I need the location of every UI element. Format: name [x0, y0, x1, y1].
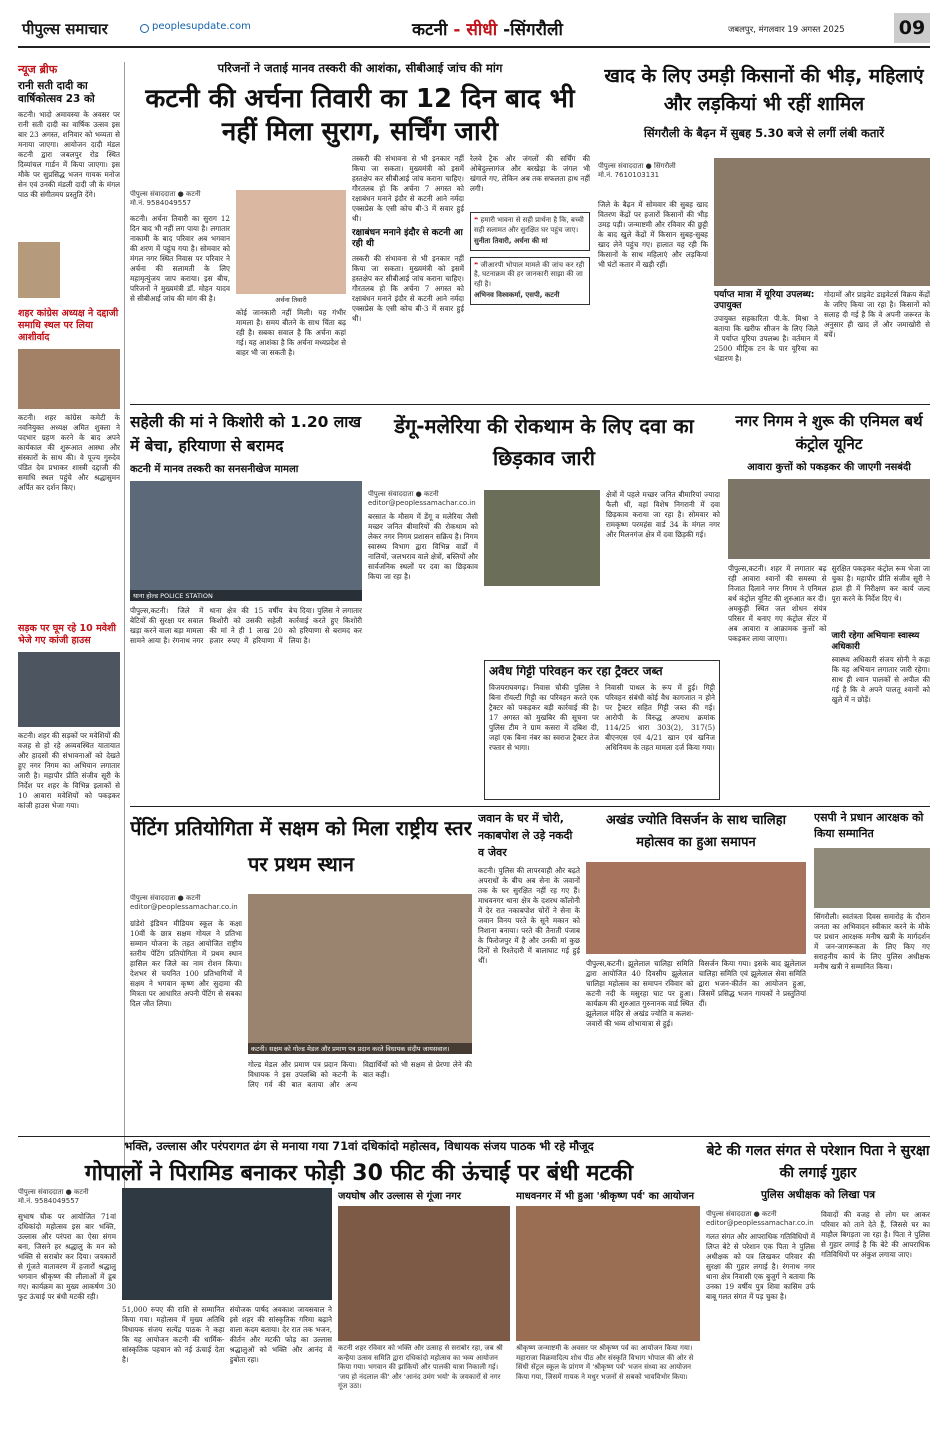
chori-body: कटनी। पुलिस की लापरवाही और बढ़ते अपराधों के बीच अब सेना के जवानों तक के घर सुरक्षित नहीं रह गए हैं। माधवनगर थाना क्षेत्र के दशरथ कॉलोनी में देर रात नकाबपोश चोरों ने सेना के जवान विनय परते के सूने मकान को निशाना बनाया। परते की तैनाती पंजाब के फिरोजपुर में है और उनकी मां कुछ दिनों से रिश्तेदारी में बालाघाट गई हुई थीं।: [478, 866, 580, 965]
akhand-right-body: विसर्जन किया गया। इसके बाद झूलेलाल चालिहा समिति एवं झूलेलाल सेवा समिति द्वारा भजन-कीर्तन का आयोजन हुआ, जिसमें प्रसिद्ध भजन गायकों ने प्रस्तुतियां दीं।: [698, 959, 806, 1008]
section-rule: [18, 1136, 930, 1137]
gopal-col2: 51,000 रुपए की राशि से सम्मानित किया गया। महोत्सव में मुख्य अतिथि विधायक संजय सत्येंद्र पाठक ने कहा कि यह आयोजन कटनी की धार्मिक-सांस्कृतिक पहचान को नई ऊंचाई देता है।: [122, 1305, 225, 1364]
khad-byline: पीपुल्स संवाददाता ● सिंगरौली: [598, 162, 676, 170]
masthead-rule: [18, 46, 930, 48]
tractor-headline: अवैध गिट्टी परिवहन कर रहा ट्रैक्टर जब्त: [489, 665, 663, 678]
bete-subhead: पुलिस अधीक्षक को लिखा पत्र: [760, 1189, 875, 1201]
gopal-headline: गोपालों ने पिरामिड बनाकर फोड़ी 30 फीट की ऊंचाई पर बंधी मटकी: [84, 1161, 634, 1187]
masthead-logo: पीपुल्स समाचार: [22, 20, 108, 38]
archana-col1: कटनी। अर्चना तिवारी का सुराग 12 दिन बाद भी नहीं लग पाया है। लगातार नाकामी के बाद परिवार अब भगवान की शरण में पहुंच गया है। सोमवार को मंगल नगर स्थित निवास पर परिवार ने अर्चना की सलामती के लिए महामृत्युंजय जाप कराया। इस बीच, परिजनों ने मुख्यमंत्री डॉ. मोहन यादव से सीबीआई जांच की मांग की है।: [130, 214, 230, 303]
brief-person-photo: [18, 242, 60, 298]
tractor-story: [484, 660, 720, 800]
bete-body: गलत संगत और आपराधिक गतिविधियों में लिप्त बेटे से परेशान एक पिता ने पुलिस अधीक्षक को पत्र लिखकर परिवार की सुरक्षा की गुहार लगाई है। रंगनाथ नगर थाना क्षेत्र निवासी एक बुजुर्ग ने बताया कि उनका 19 वर्षीय पुत्र शिवा कासिम उर्फ बाबू गलत संगत में पड़ चुका है।: [706, 1232, 815, 1301]
saheli-body: पीपुल्स,कटनी। जिले में बेटियों की सुरक्षा पर सवाल खड़ा करने वाला बड़ा मामला सामने आया है। रंगनाथ नगर थाना क्षेत्र की 15 वर्षीय किशोरी को उसकी सहेली की मां ने ही 1 लाख 20 हजार रुपए में हरियाणा में बेच दिया। पुलिस ने लगातार कार्रवाई करते हुए किशोरी को हरियाणा से बरामद कर लिया है।: [130, 606, 362, 645]
saheli-headline: सहेली की मां ने किशोरी को 1.20 लाख में बेचा, हरियाणा से बरामद: [130, 413, 362, 455]
painting-email[interactable]: editor@peoplessamachar.co.in: [130, 903, 238, 911]
brief-cattle-photo: [18, 652, 120, 727]
archana-byline: पीपुल्स संवाददाता ● कटनी: [130, 190, 201, 198]
animal-sub2-body: स्वास्थ्य अधिकारी संजय सोनी ने कहा कि यह अभियान लगातार जारी रहेगा। साथ ही श्वान पालकों से अपील की गई है कि वे अपने पालतू श्वानों को खुले में न छोड़ें।: [831, 655, 930, 704]
painting-byline: पीपुल्स संवाददाता ● कटनी: [130, 894, 201, 902]
brief-item3-body: कटनी। शहर की सड़कों पर मवेशियों की वजह से हो रहे अव्यवस्थित यातायात और हादसों की संभावनाओं को देखते हुए नगर निगम का अभियान लगातार जारी है। महापौर प्रीति संजीव सूरी के निर्देश पर शहर के विभिन्न इलाकों से 10 आवारा मवेशियों को पकड़कर कांजी हाउस भेजा गया।: [18, 731, 120, 810]
archana-story: [130, 62, 590, 400]
bete-byline: पीपुल्स संवाददाता ● कटनी: [706, 1210, 777, 1218]
quote-icon: ❝: [474, 216, 481, 224]
page-number: 09: [894, 13, 930, 43]
dengue-spray-photo: [484, 490, 600, 586]
gopal-pyramid-photo: [122, 1188, 332, 1300]
akhand-procession-photo: [586, 862, 806, 954]
brief-item2-title: शहर कांग्रेस अध्यक्ष ने दद्दाजी समाधि स्थल पर लिया आशीर्वाद: [18, 308, 119, 343]
dengue-email[interactable]: editor@peoplessamachar.co.in: [368, 499, 476, 507]
bete-headline: बेटे की गलत संगत से परेशान पिता ने सुरक्षा की लगाई गुहार: [706, 1143, 930, 1181]
gopal-right-caption: श्रीकृष्ण जन्माष्टमी के अवसर पर श्रीकृष्ण पर्व का आयोजन किया गया। महाराजा विक्रमादित्य शोध पीठ और संस्कृति विभाग भोपाल की ओर से सिंधी सेंट्रल स्कूल के प्रांगण में 'श्रीकृष्ण पर्व' भजन संध्या का आयोजन किया गया, जिसमें गायक ने मधुर भजनों से सबको भावविभोर किया।: [516, 1344, 694, 1381]
masthead: [0, 0, 945, 56]
section-rule: [130, 806, 930, 807]
quote2-author: अभिनव विश्वकर्मा, एसपी, कटनी: [474, 291, 560, 299]
painting-award-photo: [248, 894, 472, 1054]
sp-award-photo: [814, 848, 930, 908]
section-singrauli: सिंगरौली: [510, 20, 563, 40]
gopal-mobile: मो.नं. 9584049557: [18, 1197, 80, 1205]
masthead-url[interactable]: peoplesupdate.com: [152, 21, 251, 32]
akhand-story: [586, 810, 806, 1135]
bete-email[interactable]: editor@peoplessamachar.co.in: [706, 1219, 814, 1227]
gopal-mid-head: जयघोष और उल्लास से गूंजा नगर: [338, 1191, 462, 1202]
brief-item1-body: कटनी। भादो अमावस्या के अवसर पर रानी सती दादी का वार्षिक उत्सव इस बार 23 अगस्त, शनिवार को भव्यता से मनाया जाएगा। आयोजन दादी मंडल कटनी द्वारा जबलपुर रोड स्थित दिव्यांचल गार्डन में किया जाएगा। इस मौके पर सुप्रसिद्ध भजन गायक मनोज सेन एवं उनकी मंडली दादी जी के मंगल पाठ की संगीतमय प्रस्तुति देंगे।: [18, 110, 120, 199]
archana-kicker: परिजनों ने जताई मानव तस्करी की आशंका, सीबीआई जांच की मांग: [217, 62, 503, 75]
archana-headline: कटनी की अर्चना तिवारी का 12 दिन बाद भी नहीं मिला सुराग, सर्चिंग जारी: [145, 84, 575, 148]
gopal-mid-photo: [338, 1206, 510, 1341]
khad-story: [598, 62, 930, 400]
dengue-right-body: क्षेत्रों में पहले मच्छर जनित बीमारियां ज्यादा फैली थीं, वहां विशेष निगरानी में दवा छिड़काव कराया जा रहा है। सोमवार को रामकृष्ण परमहंस वार्ड 34 के मंगल नगर और मिलनगंज क्षेत्र में दवा छिड़की गई।: [606, 490, 720, 539]
chori-headline: जवान के घर में चोरी, नकाबपोश ले उड़े नकदी व जेवर: [478, 812, 573, 859]
painting-right-body: गोल्ड मेडल और प्रमाण पत्र प्रदान किया। विधायक ने इस उपलब्धि को कटनी के लिए गर्व की बात बताया और अन्य विद्यार्थियों को भी सक्षम से प्रेरणा लेने की बात कही।: [248, 1060, 472, 1089]
sp-headline: एसपी ने प्रधान आरक्षक को किया सम्मानित: [814, 811, 924, 840]
dengue-story: [368, 410, 720, 660]
archana-col2: कोई जानकारी नहीं मिली। यह गंभीर मामला है। समय बीतने के साथ चिंता बढ़ रही है। सबका सवाल है कि अर्चना कहां गई। यह आशंका है कि अर्चना मध्यप्रदेश से बाहर भी जा सकती है।: [236, 308, 346, 357]
archana-col3b: तस्करी की संभावना से भी इनकार नहीं किया जा सकता। मुख्यमंत्री को इसमें हस्तक्षेप कर सीबीआई जांच कराना चाहिए। गौरतलब हो कि अर्चना 7 अगस्त को रक्षाबंधन मनाने इंदौर से कटनी आने नर्मदा एक्सप्रेस के एसी कोच बी-3 में सवार हुई थी।: [352, 254, 464, 323]
animal-headline: नगर निगम ने शुरू की एनिमल बर्थ कंट्रोल यूनिट: [735, 412, 923, 453]
khad-headline: खाद के लिए उमड़ी किसानों की भीड़, महिलाएं और लड़कियां भी रहीं शामिल: [604, 65, 924, 115]
saheli-story: [130, 410, 362, 800]
police-station-caption: थाना होल्ड POLICE STATION: [130, 590, 362, 601]
animal-story: [728, 410, 930, 800]
khad-subhead: सिंगरौली के बैढ़न में सुबह 5.30 बजे से लगीं लंबी कतारें: [643, 126, 885, 140]
archana-quote2: ❝ जीआरपी भोपाल मामले की जांच कर रही है, घटनाक्रम की हर जानकारी साझा की जा रही है। अभिनव विश्वकर्मा, एसपी, कटनी: [470, 257, 590, 305]
tractor-body: विजयराघवगढ़। निवास चौकी पुलिस ने बिना रॉयल्टी गिट्टी का परिवहन करते एक ट्रैक्टर को पकड़कर बड़ी कार्रवाई की है। 17 अगस्त को मुखबिर की सूचना पर पुलिस टीम ने ग्राम कसरा में दबिश दी, जहां एक बिना नंबर का स्वराज ट्रैक्टर तेज रफ्तार से भागा।: [489, 682, 599, 752]
chori-story: [478, 810, 580, 1135]
archana-photo-caption: अर्चना तिवारी: [236, 294, 346, 305]
khad-right-body: गोदामों और प्राइवेट डाइवेटर्स विक्रय केंद्रों के जरिए किया जा रहा है। किसानों को सलाह दी गई है कि वे अपनी जरूरत के अनुसार ही खाद लें और जमाखोरी से बचें।: [824, 290, 930, 339]
bete-story: [706, 1140, 930, 1440]
painting-headline: पेंटिंग प्रतियोगिता में सक्षम को मिला राष्ट्रीय स्तर पर प्रथम स्थान: [130, 816, 472, 876]
khad-mobile: मो.नं. 7610103131: [598, 171, 660, 179]
khad-side-head: पर्याप्त मात्रा में यूरिया उपलब्ध: उपायुक्त: [714, 290, 815, 311]
dengue-headline: डेंगू-मलेरिया की रोकथाम के लिए दवा का छिड़काव जारी: [394, 414, 694, 470]
archana-mobile: मो.नं. 9584049557: [130, 199, 192, 207]
archana-col3: तस्करी की संभावना से भी इनकार नहीं किया जा सकता। मुख्यमंत्री को इसमें हस्तक्षेप कर सीबीआई जांच कराना चाहिए। गौरतलब हो कि अर्चना 7 अगस्त को रक्षाबंधन मनाने इंदौर से कटनी आने नर्मदा एक्सप्रेस के एसी कोच बी-3 में सवार हुई थी।: [352, 154, 464, 223]
gopal-right-head: माधवनगर में भी हुआ 'श्रीकृष्ण पर्व' का आयोजन: [516, 1191, 695, 1202]
section-sidhi: सीधी: [466, 20, 498, 40]
dateline: जबलपुर, मंगलवार 19 अगस्त 2025: [728, 25, 845, 35]
brief-item1-title: रानी सती दादी का वार्षिकोत्सव 23 को: [18, 80, 95, 105]
tractor-body2: निवासी पाथल के रूप में हुई। गिट्टी परिवहन संबंधी कोई वैध कागजात न होने पर ट्रैक्टर सहित गिट्टी जब्त की गई। आरोपी के विरुद्ध अपराध क्रमांक 114/25 धारा 303(2), 317(5) बीएनएस एवं 4/21 खान एवं खनिज अधिनियम के तहत मामला दर्ज किया गया।: [605, 682, 715, 752]
sp-story: [814, 810, 930, 1135]
gopal-col1: सुभाष चौक पर आयोजित 71वां दधिकांदो महोत्सव इस बार भक्ति, उल्लास और परंपरा का ऐसा संगम बना, जिसने हर श्रद्धालु के मन को भक्ति से सराबोर कर दिया। जयकारों से गूंजते वातावरण में हजारों श्रद्धालु भगवान श्रीकृष्ण की लीलाओं में डूब गए। कार्यक्रम का मुख्य आकर्षण 30 फुट ऊंचाई पर बंधी मटकी रही।: [18, 1212, 116, 1301]
quote1-author: सुनीता तिवारी, अर्चना की मां: [474, 237, 548, 245]
dengue-body: बरसात के मौसम में डेंगू व मलेरिया जैसी मच्छर जनित बीमारियों की रोकथाम को लेकर नगर निगम प्रशासन सक्रिय है। निगम स्वास्थ्य विभाग द्वारा विभिन्न वार्डों में नालियों, जलभराव वाले क्षेत्रों, बस्तियों और सार्वजनिक स्थलों पर दवा का छिड़काव किया जा रहा है।: [368, 512, 478, 581]
globe-icon: [140, 24, 149, 33]
khad-side-body: उपायुक्त सहकारिता पी.के. मिश्रा ने बताया कि खरीफ सीजन के लिए जिले में पर्याप्त यूरिया उपलब्ध है। वर्तमान में 2500 मीट्रिक टन के पार यूरिया का भंडारण है।: [714, 314, 818, 363]
animal-sub2: जारी रहेगा अभियानः स्वास्थ्य अधिकारी: [831, 631, 920, 652]
saheli-subhead: कटनी में मानव तस्करी का सनसनीखेज मामला: [130, 464, 299, 475]
painting-body: ग्रांडेरो इंडियन मीडियम स्कूल के कक्षा 10वीं के छात्र सक्षम गोयल ने प्रतिभा सम्मान योजना के तहत आयोजित राष्ट्रीय स्तरीय पेंटिंग प्रतियोगिता में प्रथम स्थान हासिल कर जिले का नाम रोशन किया। देशभर से चयनित 100 प्रतिभागियों में सक्षम ने भगवान कृष्ण और सुदामा की मित्रता पर आधारित अपनी पेंटिंग से सबका दिल जीत लिया।: [130, 919, 242, 1008]
gopal-story: [18, 1140, 700, 1440]
gopal-mid-caption: कटनी शहर रविवार को भक्ति और उत्साह से सराबोर रहा, जब श्री कन्हैया उत्सव समिति द्वारा दधिकांदो महोत्सव का भव्य आयोजन किया गया। भगवान की झांकियों और पालकी यात्रा निकाली गई। 'जय हो नंदलाल की' और 'आनंद उमंग भयो' के जयकारों से नगर गूंज उठा।: [338, 1344, 503, 1390]
akhand-headline: अखंड ज्योति विसर्जन के साथ चालिहा महोत्सव का हुआ समापन: [605, 813, 787, 850]
brief-meeting-photo: [18, 349, 120, 409]
gopal-kicker: भक्ति, उल्लास और परंपरागत ढंग से मनाया गया 71वां दधिकांदो महोत्सव, विधायक संजय पाठक भी रहे मौजूद: [124, 1140, 594, 1153]
bete-right-body: विवादों की वजह से लोग घर आकर परिवार को ताने देते हैं, जिससे घर का माहौल बिगड़ता जा रहा है। पिता ने पुलिस से गुहार लगाई है कि बेटे की आपराधिक गतिविधियों पर अंकुश लगाया जाए।: [821, 1210, 930, 1259]
animal-unit-photo: [728, 479, 930, 559]
dengue-byline: पीपुल्स संवाददाता ● कटनी: [368, 490, 439, 498]
masthead-section: कटनी - सीधी -सिंगरौली: [412, 20, 563, 40]
sp-body: सिंगरौली। स्वतंत्रता दिवस समारोह के दौरान जनता का अभिवादन स्वीकार करने के मौके पर प्रधान आरक्षक मनीष खत्री के मार्गदर्शन में जन-जागरूकता के लिए किए गए सराहनीय कार्य के लिए पुलिस अधीक्षक मनीष खत्री ने सम्मानित किया।: [814, 912, 930, 971]
section-katni: कटनी: [412, 20, 448, 40]
archana-subhead: रक्षाबंधन मनाने इंदौर से कटनी आ रही थी: [352, 228, 463, 249]
news-brief-column: [18, 62, 120, 1202]
archana-quote1: ❝ हमारी भावना से सही प्रार्थना है कि, बच्ची सही सलामत और सुरक्षित घर पहुंच जाए। सुनीता तिवारी, अर्चना की मां: [470, 212, 590, 251]
archana-photo: [236, 190, 346, 305]
quote-icon: ❝: [474, 260, 481, 269]
news-brief-label: न्यूज ब्रीफ: [18, 63, 58, 76]
khad-crowd-photo: [714, 158, 930, 286]
gopal-col2b: संयोजक पार्षद अवकाश जायसवाल ने इसे शहर की सांस्कृतिक गरिमा बढ़ाने वाला कदम बताया। देर रात तक भजन, कीर्तन और मटकी फोड़ का उल्लास श्रद्धालुओं को भक्ति और आनंद में डुबोता रहा।: [229, 1305, 332, 1364]
section-rule: [130, 404, 930, 405]
police-station-photo: [130, 481, 362, 601]
animal-right-body: सुरक्षित पकड़कर कंट्रोल रूम भेजा जा चुका है। महापौर प्रीति संजीव सूरी ने हाल ही में निरीक्षण कर कार्य जल्द पूरा करने के निर्देश दिए थे।: [831, 564, 930, 603]
brief-item3-title: सड़क पर घूम रहे 10 मवेशी भेजे गए कांजी हाउस: [18, 623, 116, 646]
column-divider: [124, 62, 125, 1202]
painting-photo-caption: कटनी। सक्षम को गोल्ड मेडल और प्रमाण पत्र प्रदान करते विधायक संदीप जायसवाल।: [248, 1043, 472, 1054]
khad-body: जिले के बैढ़न में सोमवार की सुबह खाद वितरण केंद्रों पर हजारों किसानों की भीड़ उमड़ पड़ी। जन्माष्टमी और रविवार की छुट्टी के बाद खुले केंद्रों में किसान सुबह-सुबह खाद लेने पहुंच गए। हालात यह रही कि किसानों के साथ महिलाएं और लड़कियां भी घंटों कतार में खड़ी रहीं।: [598, 200, 708, 269]
animal-body: पीपुल्स,कटनी। शहर में लगातार बढ़ रही आवारा श्वानों की समस्या से निजात दिलाने नगर निगम ने एनिमल बर्थ कंट्रोल यूनिट की शुरुआत कर दी। अमकुही स्थित जल शोधन संयंत्र परिसर में बनाए गए कंट्रोल सेंटर में अब आवारा व आक्रामक कुत्तों को पकड़कर लाया जाएगा।: [728, 564, 827, 643]
gopal-byline: पीपुल्स संवाददाता ● कटनी: [18, 1188, 89, 1196]
archana-col4: रेलवे ट्रैक और जंगलों की सर्चिंग की ओबेदुल्लागंज और बरखेड़ा के जंगल भी खंगाले गए, लेकिन अब तक सफलता हाथ नहीं लगी।: [470, 154, 590, 193]
animal-subhead: आवारा कुत्तों को पकड़कर की जाएगी नसबंदी: [747, 462, 911, 473]
gopal-right-photo: [516, 1206, 700, 1341]
akhand-body: पीपुल्स,कटनी। झूलेलाल चालिहा समिति द्वारा आयोजित 40 दिवसीय झूलेलाल चालिहा महोत्सव का समापन रविवार को कटनी नदी के मसुरहा घाट पर हुआ। कार्यक्रम की शुरुआत गुरुनानक वार्ड स्थित झूलेलाल मंदिर से अखंड ज्योति व कलश-जवारों की भव्य शोभायात्रा से हुई।: [586, 959, 694, 1028]
brief-item2-body: कटनी। शहर कांग्रेस कमेटी के नवनियुक्त अध्यक्ष अमित शुक्ला ने पदभार ग्रहण करने के बाद अपने कार्यकाल की शुरूआत आस्था और संस्कारों के साथ की। वे पूज्य गुरुदेव पंडित देव प्रभाकर शास्त्री दद्दाजी की समाधि स्थल पहुंचे और श्रद्धासुमन अर्पित कर दर्शन किए।: [18, 413, 120, 492]
